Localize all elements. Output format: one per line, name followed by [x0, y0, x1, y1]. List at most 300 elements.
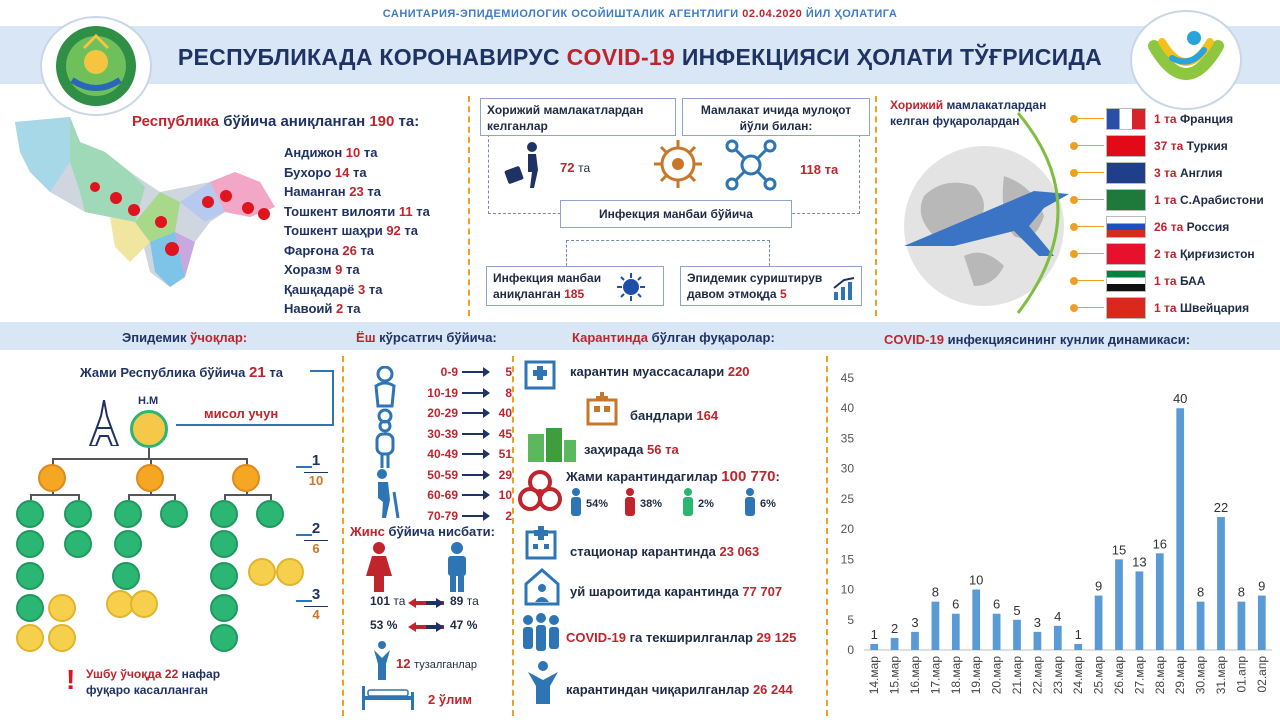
country-name: С.Арабистони [1179, 193, 1264, 207]
region-name: Тошкент вилояти [284, 203, 396, 219]
age-title [356, 330, 497, 345]
x-tick-label: 28.мар [1152, 656, 1167, 695]
age-value: 5 [505, 365, 512, 379]
map-dot [110, 192, 122, 204]
foreign-arrivals-label: Хорижий мамлакатлардан келганлар [487, 103, 644, 133]
age-value: 40 [498, 406, 512, 420]
age-range: 70-79 [427, 508, 458, 523]
home-count: 77 707 [742, 584, 783, 599]
gender-arrows [406, 596, 446, 608]
x-tick-label: 22.мар [1030, 656, 1045, 695]
example-connector [310, 370, 334, 426]
chart-title-b: инфекциясининг кунлик динамикаси: [947, 332, 1191, 347]
country-label [1154, 220, 1229, 234]
age-arrow [462, 515, 488, 517]
male-pct-unit: % [466, 618, 478, 632]
region-row [284, 143, 430, 163]
recovered [396, 656, 477, 671]
y-tick-label: 20 [840, 522, 854, 537]
region-count: 11 [398, 203, 413, 219]
bar-data-label: 22 [1213, 500, 1229, 516]
tested-count: 29 125 [756, 630, 797, 645]
inpatient-label: стационар карантинда [570, 544, 716, 559]
saudi-flag-icon [1106, 189, 1146, 211]
occupied-count: 164 [696, 408, 719, 423]
report-date-suffix: ЙИЛ ҲОЛАТИГА [805, 8, 898, 20]
bar-data-label: 8 [931, 584, 940, 600]
bar-data-label: 8 [1237, 584, 1246, 600]
female-pct-unit: % [386, 618, 398, 632]
age-range: 20-29 [427, 406, 458, 420]
adult-icon [372, 420, 398, 470]
bar-data-label: 3 [911, 614, 919, 630]
country-count: 2 [1154, 247, 1161, 261]
level3-avatar [276, 558, 304, 586]
region-count: 26 [342, 242, 357, 258]
bar-data-label: 9 [1258, 578, 1266, 594]
quarantine-title [572, 330, 775, 345]
country-name: Россия [1186, 220, 1230, 234]
region-name: Бухоро [284, 164, 332, 180]
route-dot [1070, 115, 1078, 123]
region-unit: та [346, 262, 360, 277]
age-row [412, 403, 512, 423]
bar [1258, 596, 1266, 650]
age-row [412, 424, 512, 444]
region-row [284, 163, 430, 183]
country-count: 1 [1154, 301, 1161, 315]
country-unit: та [1164, 193, 1177, 207]
by-source-box [560, 200, 792, 228]
route-dot [1070, 250, 1078, 258]
share-value: 6% [760, 498, 776, 510]
reserve-unit: та [665, 442, 679, 457]
x-tick-label: 17.мар [928, 656, 943, 695]
investigation-count: 5 [779, 287, 787, 301]
bar [1095, 596, 1103, 650]
level3-avatar [210, 562, 238, 590]
level-count: 4 [304, 606, 328, 622]
x-tick-label: 19.мар [969, 656, 984, 695]
male-pct [450, 618, 477, 632]
female-pct-value: 53 [370, 618, 384, 632]
male-count-unit: та [466, 594, 479, 608]
clinic-icon [584, 390, 620, 426]
x-tick-label: 26.мар [1112, 656, 1126, 695]
warning-icon: ! [66, 664, 76, 695]
country-count: 1 [1154, 193, 1161, 207]
bar [993, 614, 1001, 650]
bar [870, 644, 878, 650]
chart-title [884, 332, 1190, 347]
recovered-icon [372, 640, 392, 680]
male-pct-value: 47 [450, 618, 464, 632]
republic-title-a: Республика [132, 113, 220, 130]
tree-line [52, 458, 246, 460]
level4-avatar [210, 624, 238, 652]
country-count: 37 [1154, 139, 1168, 153]
bar-data-label: 8 [1196, 584, 1205, 600]
country-row [1106, 216, 1276, 238]
level-count: 10 [304, 472, 328, 488]
route-dot [1070, 196, 1078, 204]
tree-line [30, 494, 78, 496]
route-line [1078, 118, 1104, 119]
route-dot [1070, 304, 1078, 312]
state-emblem-icon [40, 16, 152, 116]
route-line [1078, 226, 1104, 227]
reserve-label: заҳирада [584, 442, 644, 457]
level4-avatar [16, 594, 44, 622]
country-name: Қирғизистон [1179, 247, 1255, 261]
network-icon [724, 138, 778, 192]
age-range: 40-49 [427, 447, 458, 461]
region-row [284, 299, 430, 319]
level2-avatar [210, 500, 238, 528]
inpatient-count: 23 063 [719, 544, 760, 559]
tested-label: га текширилганлар [629, 630, 753, 645]
region-count: 10 [345, 145, 361, 160]
level3-avatar [16, 562, 44, 590]
level3-avatar [248, 558, 276, 586]
age-row [412, 485, 512, 505]
country-row [1106, 189, 1276, 211]
age-title-a: Ёш [356, 330, 376, 345]
country-count: 1 [1154, 274, 1161, 288]
level3-avatar [210, 530, 238, 558]
map-dot [242, 202, 254, 214]
age-arrow [462, 433, 488, 435]
level4-avatar [130, 590, 158, 618]
released-label: карантиндан чиқарилганлар [566, 682, 750, 697]
age-value: 8 [505, 385, 512, 400]
bar [1034, 632, 1042, 650]
switzerland-flag-icon [1106, 297, 1146, 319]
person-label: Н.М [138, 395, 159, 407]
female-count [370, 594, 405, 608]
quarantine-total-count: 100 770 [721, 468, 776, 485]
home-quarantine [570, 584, 782, 599]
region-name: Тошкент шаҳри [284, 223, 383, 238]
gender-title-a: Жинс [350, 524, 385, 539]
bar-data-label: 3 [1033, 614, 1042, 630]
contact-count [800, 162, 838, 177]
adult-female-icon [622, 488, 638, 516]
bar [1217, 517, 1225, 650]
source-identified-count: 185 [564, 287, 585, 301]
bar-data-label: 6 [992, 596, 1001, 612]
country-name: БАА [1179, 274, 1206, 288]
female-count-unit: та [393, 594, 406, 608]
occupied-label: бандлари [630, 408, 693, 423]
eiffel-tower-icon [88, 400, 120, 446]
age-row [412, 383, 512, 403]
y-tick-label: 25 [840, 491, 854, 506]
route-dot [1070, 277, 1078, 285]
released [566, 682, 793, 697]
route-line [1078, 280, 1104, 281]
agency-line [0, 8, 1280, 20]
adult-male-icon [568, 488, 584, 516]
x-tick-label: 01.апр [1234, 656, 1249, 693]
country-row [1106, 243, 1276, 265]
level4-avatar [16, 624, 44, 652]
female-icon [364, 542, 394, 592]
foci-total-value: 21 [249, 364, 266, 381]
child-icon [370, 366, 400, 426]
bar-data-label: 1 [870, 626, 878, 642]
x-tick-label: 18.мар [948, 656, 963, 695]
y-tick-label: 45 [840, 371, 854, 385]
x-tick-label: 29.мар [1173, 656, 1188, 695]
route-line [1078, 307, 1104, 308]
country-count: 3 [1154, 166, 1161, 180]
bar-data-label: 1 [1074, 626, 1082, 642]
facilities [570, 364, 750, 379]
foci-title [122, 330, 247, 345]
example-connector-h [176, 424, 334, 426]
tested-covid: COVID-19 [566, 630, 626, 645]
level-count: 6 [304, 540, 328, 556]
country-unit: та [1164, 274, 1177, 288]
france-flag-icon [1106, 108, 1146, 130]
region-row [284, 280, 430, 300]
domestic-contact-label: Мамлакат ичида мулоқот йўли билан: [700, 103, 852, 133]
bed-icon [360, 682, 416, 712]
uk-flag-icon [1106, 162, 1146, 184]
region-name: Хоразм [284, 262, 332, 277]
bar [952, 614, 960, 650]
crowd-icon [518, 612, 564, 656]
tested [566, 630, 796, 645]
country-unit: та [1164, 301, 1177, 315]
gender-title [350, 524, 495, 539]
region-unit: та [346, 301, 361, 316]
female-count-value: 101 [370, 594, 391, 608]
contact-count-unit: та [824, 162, 839, 177]
facilities-label: карантин муассасалари [570, 364, 725, 379]
investigation-label: Эпидемик суриштирув давом этмоқда [687, 271, 823, 301]
bar-data-label: 5 [1013, 602, 1021, 618]
bar [1156, 553, 1164, 650]
level2-avatar [256, 500, 284, 528]
country-name: Франция [1179, 112, 1234, 126]
traveler-icon [500, 140, 550, 190]
bar [932, 602, 940, 650]
region-unit: та [353, 164, 367, 180]
foci-total [80, 364, 283, 381]
level2-avatar [16, 500, 44, 528]
map-dot [202, 196, 214, 208]
map-dot [258, 208, 270, 220]
map-dot [220, 190, 232, 202]
inpatient [570, 544, 759, 559]
tree-line [52, 492, 54, 496]
region-row [284, 221, 430, 241]
y-tick-label: 10 [840, 582, 854, 597]
foci-note-count: 22 [164, 667, 179, 681]
country-label [1154, 112, 1233, 126]
facilities-count: 220 [727, 364, 750, 379]
foci-title-b: ўчоқлар: [190, 330, 248, 345]
source-branch [566, 240, 770, 266]
bar [1197, 602, 1205, 650]
age-arrow [462, 494, 488, 496]
male-count-value: 89 [450, 594, 464, 608]
route-line [1078, 199, 1104, 200]
quarantine-title-a: Карантинда [572, 330, 649, 345]
region-count: 2 [336, 301, 344, 316]
region-list [284, 143, 430, 319]
example-label: мисол учун [204, 406, 279, 421]
region-count: 9 [335, 262, 343, 277]
divider [875, 96, 877, 316]
republic-unit: та: [398, 113, 420, 130]
age-range: 10-19 [427, 385, 458, 400]
country-row [1106, 270, 1276, 292]
region-count: 23 [349, 184, 364, 199]
y-tick-label: 40 [840, 401, 854, 416]
bar [972, 590, 980, 650]
level1-avatar [232, 464, 260, 492]
age-range: 60-69 [427, 488, 458, 502]
bar [1054, 626, 1062, 650]
bar-data-label: 10 [968, 572, 984, 588]
route-dot [1070, 223, 1078, 231]
bar [1238, 602, 1246, 650]
x-tick-label: 02.апр [1254, 656, 1269, 693]
region-unit: та [367, 184, 381, 199]
foreign-arrivals-box [480, 98, 676, 136]
region-name: Андижон [284, 145, 343, 160]
map-dot [128, 204, 140, 216]
country-count: 1 [1154, 112, 1161, 126]
tree-line [246, 492, 248, 496]
age-title-b: кўрсатгич бўйича: [379, 330, 497, 345]
x-tick-label: 21.мар [1010, 656, 1024, 695]
flight-arc [1008, 108, 1108, 318]
tree-line [150, 492, 152, 496]
agency-logo-icon [1130, 10, 1242, 110]
bar [1013, 620, 1021, 650]
reserve-count: 56 [647, 442, 662, 457]
page-title [140, 44, 1140, 71]
region-unit: та [363, 145, 378, 160]
level2-avatar [114, 500, 142, 528]
foreign-count-value: 72 [560, 160, 575, 175]
gender-title-b: бўйича нисбати: [388, 524, 495, 539]
buildings-icon [526, 426, 578, 462]
level-number: 2 [311, 520, 321, 537]
released-icon [526, 660, 560, 704]
x-tick-label: 31.мар [1214, 656, 1228, 695]
bar [891, 638, 899, 650]
quarantine-total-colon: : [775, 469, 780, 484]
divider [342, 356, 344, 716]
country-name: Швейцария [1179, 301, 1250, 315]
region-name: Қашқадарё [284, 281, 355, 297]
y-tick-label: 15 [840, 552, 854, 567]
bar-data-label: 13 [1132, 554, 1147, 570]
region-count: 3 [358, 281, 366, 297]
route-line [1078, 253, 1104, 254]
y-tick-label: 30 [840, 461, 854, 476]
country-label [1154, 166, 1223, 180]
x-tick-label: 27.мар [1132, 656, 1147, 695]
age-row [412, 465, 512, 485]
level-number: 1 [311, 452, 321, 469]
inpatient-icon [524, 524, 558, 560]
country-name: Англия [1179, 166, 1223, 180]
x-tick-label: 14.мар [867, 656, 882, 695]
age-value: 10 [498, 488, 512, 502]
bar [911, 632, 919, 650]
level1-avatar [136, 464, 164, 492]
tree-line [224, 494, 272, 496]
quarantine-total-label: Жами карантиндагилар [566, 469, 718, 484]
recovered-count: 12 [396, 656, 411, 671]
russia-flag-icon [1106, 216, 1146, 238]
region-name: Фарғона [284, 242, 339, 258]
share-value: 38% [640, 498, 663, 510]
level4-avatar [48, 594, 76, 622]
quarantine-total [566, 468, 780, 485]
divider [468, 96, 470, 316]
occupied [630, 408, 718, 423]
pct-arrows [406, 620, 446, 632]
reserve [584, 442, 679, 457]
age-arrow [462, 371, 488, 373]
country-count: 26 [1154, 220, 1168, 234]
country-row [1106, 108, 1276, 130]
female-pct [370, 618, 397, 632]
biohazard-icon [516, 468, 564, 516]
deaths-count: 2 [428, 692, 436, 707]
region-count: 92 [386, 223, 401, 238]
region-name: Наманган [284, 184, 346, 199]
country-row [1106, 162, 1276, 184]
level3-avatar [112, 562, 140, 590]
map-dot [165, 242, 179, 256]
age-value: 51 [498, 447, 512, 461]
male-icon [444, 542, 470, 592]
source-identified-label: Инфекция манбаи аниқланган [493, 271, 602, 301]
route-dot [1070, 169, 1078, 177]
age-value: 2 [505, 508, 512, 523]
home-label: уй шароитида карантинда [570, 584, 739, 599]
country-unit: та [1164, 166, 1177, 180]
region-unit: та [416, 203, 430, 219]
level3-avatar [114, 530, 142, 558]
level4-avatar [210, 594, 238, 622]
level3-avatar [16, 530, 44, 558]
region-row [284, 241, 430, 261]
age-arrow [462, 453, 488, 455]
contact-count-value: 118 [800, 162, 821, 177]
age-arrow [462, 392, 488, 394]
country-row [1106, 297, 1276, 319]
share-value: 54% [586, 498, 609, 510]
country-label [1154, 247, 1255, 261]
age-arrow [462, 474, 488, 476]
chart-title-a: COVID-19 [884, 332, 944, 347]
turkey-flag-icon [1106, 135, 1146, 157]
region-unit: та [368, 281, 383, 297]
republic-title [132, 113, 419, 130]
bar-data-label: 4 [1054, 608, 1062, 624]
level2-avatar [160, 500, 188, 528]
country-label [1154, 301, 1249, 315]
